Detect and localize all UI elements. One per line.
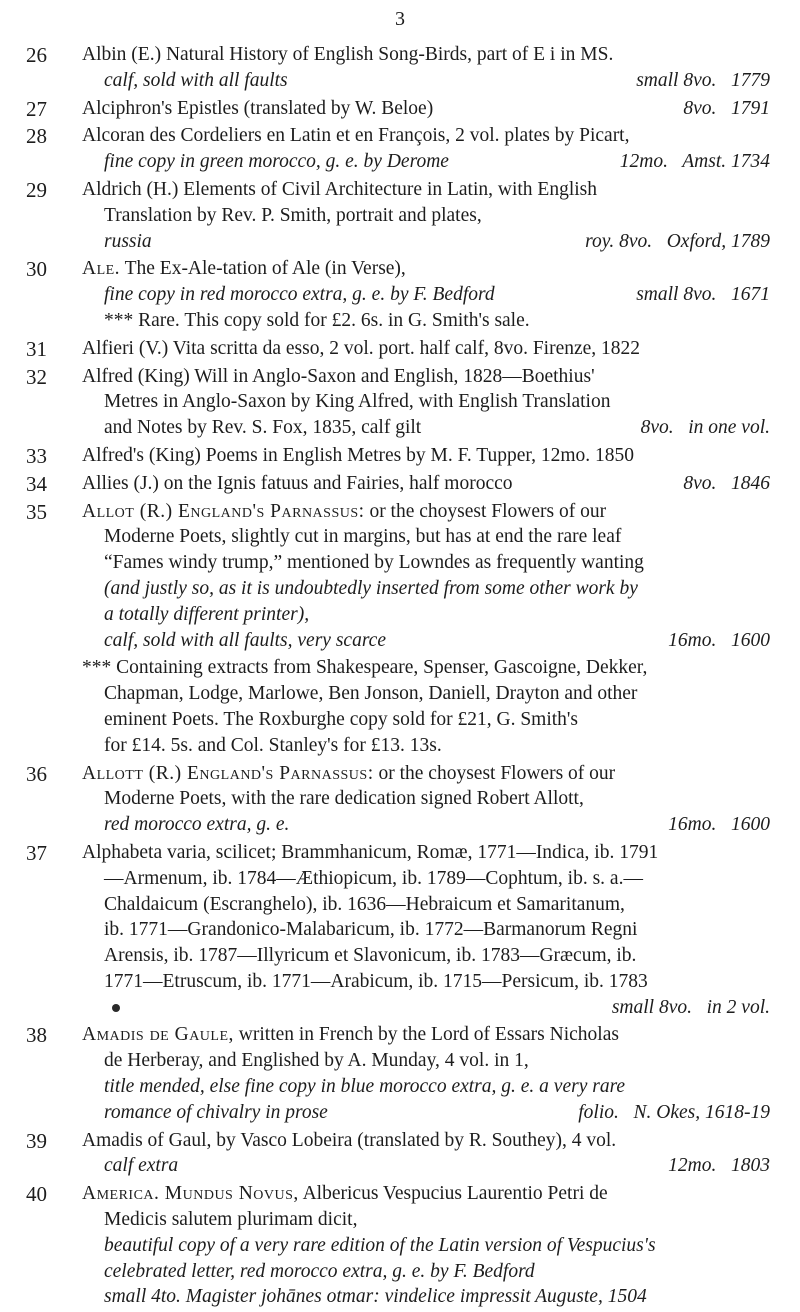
entry-line xyxy=(82,524,770,550)
entry-line xyxy=(82,995,770,1021)
entry-text xyxy=(82,1183,608,1204)
entry-line xyxy=(82,1022,770,1048)
entry-format-date: 12mo. 1803 xyxy=(668,1155,770,1177)
entry-text: de Herberay, and Englished by A. Munday, 4 vol. in 1, xyxy=(104,1050,529,1072)
catalogue-entry xyxy=(0,1022,800,1125)
entry-text-rest: The Ex-Ale-tation of Ale (in Verse), xyxy=(120,258,406,280)
entry-text: Alfred (King) Will in Anglo-Saxon and English, 1828—Boethius' xyxy=(82,365,595,387)
catalogue-entry xyxy=(0,1181,800,1310)
lot-number: 32 xyxy=(26,364,47,389)
catalogue-entry xyxy=(0,499,800,654)
entry-text: russia xyxy=(104,230,152,252)
lot-number: 28 xyxy=(26,124,47,149)
entry-text: 1771—Etruscum, ib. 1771—Arabicum, ib. 1715—Persicum, ib. 1783 xyxy=(104,970,648,992)
catalogue-entry xyxy=(0,1128,800,1180)
entry-text: fine copy in green morocco, g. e. by Derome xyxy=(104,151,449,173)
entry-heading: Allot (R.) England's Parnassus: xyxy=(82,500,365,522)
entry-text xyxy=(82,258,406,279)
catalogue-entry xyxy=(0,42,800,94)
entry-line xyxy=(82,123,770,149)
entry-line xyxy=(82,733,770,759)
entry-text: red morocco extra, g. e. xyxy=(104,814,290,836)
catalogue-entry xyxy=(0,761,800,838)
entry-text: Translation by Rev. P. Smith, portrait and plates, xyxy=(104,204,482,226)
entry-line xyxy=(82,389,770,415)
entry-text: Alfieri (V.) Vita scritta da esso, 2 vol. port. half calf, 8vo. Firenze, 1822 xyxy=(82,337,641,359)
lot-number: 39 xyxy=(26,1128,47,1153)
entry-line xyxy=(82,42,770,68)
ink-mark-icon xyxy=(112,1004,120,1012)
entry-format-date: 16mo. 1600 xyxy=(668,814,770,836)
entry-line xyxy=(82,917,770,943)
entry-line xyxy=(82,761,770,787)
entry-line xyxy=(82,866,770,892)
entry-line xyxy=(82,336,770,362)
entry-text: fine copy in red morocco extra, g. e. by F. Bedford xyxy=(104,284,495,306)
entry-line xyxy=(82,576,770,602)
entry-text: —Armenum, ib. 1784—Æthiopicum, ib. 1789—Cophtum, ib. s. a.— xyxy=(104,867,643,889)
entry-text: Arensis, ib. 1787—Illyricum et Slavonicum, ib. 1783—Græcum, ib. xyxy=(104,945,637,967)
entry-line xyxy=(82,1074,770,1100)
entry-heading: Amadis de Gaule, xyxy=(82,1024,234,1046)
entry-line xyxy=(82,1181,770,1207)
entry-line xyxy=(82,1259,770,1285)
entry-text-rest: or the choysest Flowers of our xyxy=(364,500,607,522)
entry-line xyxy=(82,707,770,733)
entry-line xyxy=(82,628,770,654)
entry-text: Aldrich (H.) Elements of Civil Architecture in Latin, with English xyxy=(82,178,598,200)
entry-line xyxy=(82,840,770,866)
entry-line xyxy=(82,203,770,229)
entry-line xyxy=(82,308,770,334)
lot-number: 34 xyxy=(26,471,47,496)
entry-text: “Fames windy trump,” mentioned by Lowndes as frequently wanting xyxy=(104,552,644,574)
entry-line xyxy=(82,499,770,525)
entry-format-date: folio. N. Okes, 1618-19 xyxy=(578,1101,770,1123)
entry-text: Alcoran des Cordeliers en Latin et en François, 2 vol. plates by Picart, xyxy=(82,125,630,147)
entry-line xyxy=(82,149,770,175)
entry-format-date: small 8vo. in 2 vol. xyxy=(611,996,770,1018)
catalogue-entries xyxy=(0,42,800,1312)
entry-format-date: 12mo. Amst. 1734 xyxy=(619,151,770,173)
entry-text: Moderne Poets, with the rare dedication signed Robert Allott, xyxy=(104,788,584,810)
entry-text xyxy=(82,1024,619,1045)
entry-text: *** Rare. This copy sold for £2. 6s. in G. Smith's sale. xyxy=(104,309,530,331)
entry-text: Metres in Anglo-Saxon by King Alfred, with English Translation xyxy=(104,391,611,413)
entry-text: romance of chivalry in prose xyxy=(104,1101,328,1123)
entry-text: (and justly so, as it is undoubtedly inserted from some other work by xyxy=(104,577,638,599)
entry-line xyxy=(82,1128,770,1154)
entry-line xyxy=(82,1233,770,1259)
entry-heading: America. Mundus Novus, xyxy=(82,1183,299,1205)
entry-line xyxy=(82,282,770,308)
entry-text: Albin (E.) Natural History of English Song-Birds, part of E i in MS. xyxy=(82,44,614,65)
lot-number: 29 xyxy=(26,177,47,202)
lot-number: 35 xyxy=(26,499,47,524)
entry-text: for £14. 5s. and Col. Stanley's for £13. 13s. xyxy=(104,734,442,756)
entry-line xyxy=(82,602,770,628)
entry-line xyxy=(82,68,770,94)
entry-text-rest: written in French by the Lord of Essars Nicholas xyxy=(233,1024,619,1046)
catalogue-entry xyxy=(0,336,800,362)
entry-line xyxy=(82,415,770,441)
catalogue-entry xyxy=(0,256,800,333)
entry-text: Amadis of Gaul, by Vasco Lobeira (translated by R. Southey), 4 vol. xyxy=(82,1129,617,1151)
catalogue-entry xyxy=(0,443,800,469)
lot-number: 38 xyxy=(26,1023,47,1048)
entry-line xyxy=(82,256,770,282)
entry-line xyxy=(82,1100,770,1126)
catalogue-entry xyxy=(0,96,800,122)
entry-text: small 4to. Magister johānes otmar: vindelice impressit Auguste, 1504 xyxy=(104,1286,647,1308)
lot-number: 33 xyxy=(26,443,47,468)
catalogue-entry xyxy=(0,177,800,254)
entry-line xyxy=(82,1153,770,1179)
entry-text: Medicis salutem plurimam dicit, xyxy=(104,1209,358,1231)
entry-heading: Ale. xyxy=(82,258,121,280)
lot-number: 40 xyxy=(26,1182,47,1207)
entry-format-date: 8vo. in one vol. xyxy=(640,417,770,439)
entry-text: eminent Poets. The Roxburghe copy sold for £21, G. Smith's xyxy=(104,708,579,730)
entry-format-date: 8vo. 1791 xyxy=(683,97,770,119)
entry-text: calf, sold with all faults, very scarce xyxy=(104,629,386,651)
entry-text: beautiful copy of a very rare edition of the Latin version of Vespucius's xyxy=(104,1234,656,1256)
entry-line xyxy=(82,892,770,918)
entry-text: Chaldaicum (Escranghelo), ib. 1636—Hebraicum et Samaritanum, xyxy=(104,893,625,915)
entry-format-date: roy. 8vo. Oxford, 1789 xyxy=(585,230,770,252)
entry-text xyxy=(82,501,606,522)
entry-heading: Allott (R.) England's Parnassus: xyxy=(82,762,374,784)
entry-line xyxy=(82,550,770,576)
entry-line xyxy=(82,177,770,203)
entry-line xyxy=(82,943,770,969)
entry-text: calf extra xyxy=(104,1155,179,1177)
entry-line xyxy=(82,1048,770,1074)
entry-line xyxy=(82,443,770,469)
catalogue-entry xyxy=(0,364,800,441)
entry-line xyxy=(82,812,770,838)
lot-number: 26 xyxy=(26,43,47,67)
entry-text: Moderne Poets, slightly cut in margins, but has at end the rare leaf xyxy=(104,526,622,548)
entry-format-date: small 8vo. 1779 xyxy=(636,69,770,91)
entry-text: calf, sold with all faults xyxy=(104,69,288,91)
entry-line xyxy=(82,655,770,681)
entry-text xyxy=(82,763,615,784)
lot-number: 37 xyxy=(26,840,47,865)
entry-line xyxy=(82,471,770,497)
entry-text-rest: or the choysest Flowers of our xyxy=(373,762,616,784)
catalogue-entry xyxy=(0,471,800,497)
entry-line xyxy=(82,364,770,390)
entry-format-date: 8vo. 1846 xyxy=(683,472,770,494)
entry-line xyxy=(82,96,770,122)
entry-text: Alciphron's Epistles (translated by W. Beloe) xyxy=(82,97,434,119)
lot-number: 30 xyxy=(26,257,47,282)
entry-line xyxy=(82,1284,770,1310)
entry-text: Alfred's (King) Poems in English Metres by M. F. Tupper, 12mo. 1850 xyxy=(82,444,635,466)
entry-text: Alphabeta varia, scilicet; Brammhanicum, Romæ, 1771—Indica, ib. 1791 xyxy=(82,841,659,863)
entry-text-rest: Albericus Vespucius Laurentio Petri de xyxy=(298,1183,608,1205)
catalogue-entry xyxy=(0,123,800,175)
entry-line xyxy=(82,229,770,255)
catalogue-note xyxy=(0,655,800,758)
entry-text: a totally different printer), xyxy=(104,603,310,625)
lot-number: 36 xyxy=(26,761,47,786)
entry-format-date: small 8vo. 1671 xyxy=(636,284,770,306)
entry-line xyxy=(82,969,770,995)
entry-text: *** Containing extracts from Shakespeare, Spenser, Gascoigne, Dekker, xyxy=(82,657,648,679)
entry-text: and Notes by Rev. S. Fox, 1835, calf gilt xyxy=(104,417,422,439)
entry-line xyxy=(82,681,770,707)
lot-number: 31 xyxy=(26,336,47,361)
entry-line xyxy=(82,1207,770,1233)
lot-number: 27 xyxy=(26,96,47,121)
entry-text: title mended, else fine copy in blue morocco extra, g. e. a very rare xyxy=(104,1076,626,1098)
page-number: 3 xyxy=(395,8,405,30)
entry-text: celebrated letter, red morocco extra, g. e. by F. Bedford xyxy=(104,1260,535,1282)
entry-text xyxy=(104,995,120,1021)
catalogue-entry xyxy=(0,840,800,1021)
entry-line xyxy=(82,786,770,812)
entry-text: ib. 1771—Grandonico-Malabaricum, ib. 1772—Barmanorum Regni xyxy=(104,919,638,941)
entry-text: Allies (J.) on the Ignis fatuus and Fairies, half morocco xyxy=(82,472,513,494)
entry-format-date: 16mo. 1600 xyxy=(668,629,770,651)
entry-text: Chapman, Lodge, Marlowe, Ben Jonson, Daniell, Drayton and other xyxy=(104,683,638,705)
